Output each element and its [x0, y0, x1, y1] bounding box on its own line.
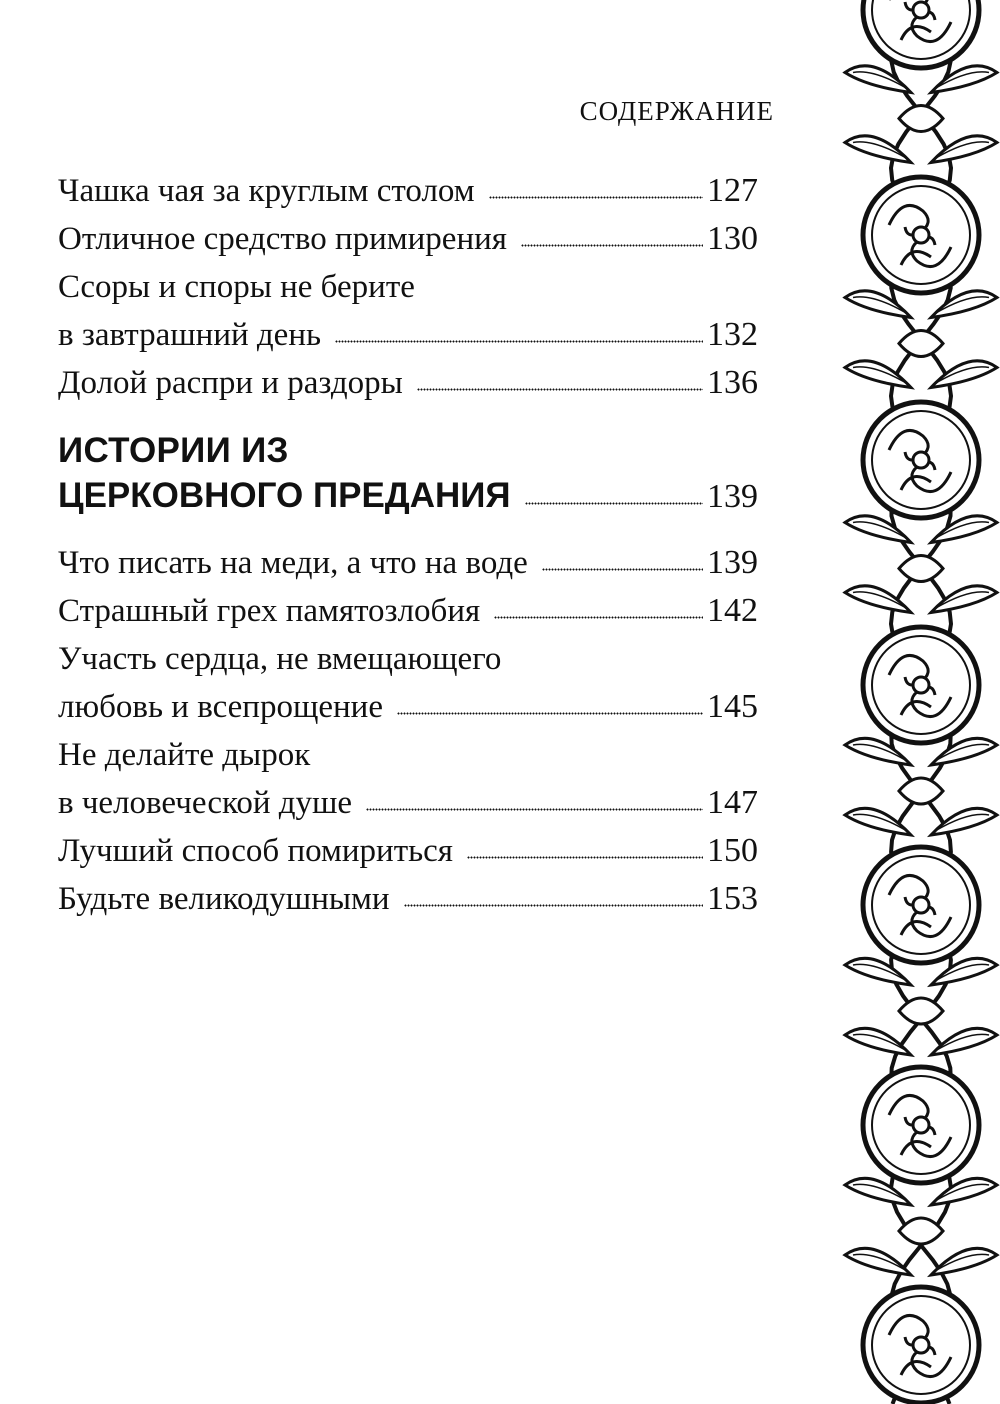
dot-leader — [521, 244, 703, 247]
vine-leaf — [845, 958, 911, 985]
toc-entry-title: Страшный грех памятозлобия — [58, 593, 481, 629]
toc-entry-title: Чашка чая за круглым столом — [58, 173, 475, 209]
vine-leaf — [931, 1248, 997, 1275]
dot-leader — [489, 196, 703, 199]
toc-entry-page: 153 — [707, 880, 758, 917]
vine-bud — [899, 331, 943, 357]
medallion-center — [913, 677, 929, 693]
vine-bud — [899, 106, 943, 132]
dot-leader — [366, 808, 703, 811]
vine-leaf — [845, 66, 911, 93]
toc-entry[interactable] — [58, 215, 758, 263]
vine-leaf — [931, 1178, 997, 1205]
vine-bud — [899, 556, 943, 582]
vine-leaf — [845, 1178, 911, 1205]
table-of-contents — [58, 167, 758, 923]
toc-entry-page: 142 — [707, 592, 758, 629]
section-title-line2: ЦЕРКОВНОГО ПРЕДАНИЯ — [58, 476, 511, 515]
running-header: СОДЕРЖАНИЕ — [579, 96, 774, 126]
dot-leader — [525, 502, 703, 505]
toc-entry[interactable] — [58, 875, 758, 923]
vine-leaf — [931, 291, 997, 318]
toc-entry-page: 130 — [707, 220, 758, 257]
vine-bud — [899, 1218, 943, 1244]
dot-leader — [397, 712, 703, 715]
toc-entry[interactable] — [58, 539, 758, 587]
toc-entry[interactable] — [58, 263, 758, 359]
vine-leaf — [845, 291, 911, 318]
toc-entry-title-line1: Ссоры и споры не берите — [58, 269, 415, 305]
dot-leader — [404, 904, 703, 907]
toc-entry[interactable] — [58, 731, 758, 827]
vine-leaf — [931, 516, 997, 543]
toc-entry-title-line2: в человеческой душе — [58, 785, 353, 821]
toc-entry-title-line2: любовь и всепрощение — [58, 689, 383, 725]
dot-leader — [494, 616, 703, 619]
toc-section-entry[interactable] — [58, 429, 758, 519]
dot-leader — [417, 388, 703, 391]
toc-entry-page: 150 — [707, 832, 758, 869]
medallion-center — [913, 1337, 929, 1353]
toc-entry[interactable] — [58, 167, 758, 215]
dot-leader — [335, 340, 703, 343]
toc-entry-page: 132 — [707, 316, 758, 353]
toc-entry-title-line1: Не делайте дырок — [58, 737, 311, 773]
vine-border-ornament — [833, 0, 1000, 1404]
medallion-center — [913, 897, 929, 913]
toc-entry-title-line1: Участь сердца, не вмещающего — [58, 641, 502, 677]
toc-entry-page: 127 — [707, 172, 758, 209]
dot-leader — [542, 568, 703, 571]
toc-entry-page: 139 — [707, 544, 758, 581]
toc-entry-title: Что писать на меди, а что на воде — [58, 545, 528, 581]
vine-leaf — [931, 958, 997, 985]
toc-entry[interactable] — [58, 827, 758, 875]
vine-leaf — [845, 1248, 911, 1275]
toc-entry-title: Долой распри и раздоры — [58, 365, 403, 401]
toc-entry-page: 136 — [707, 364, 758, 401]
medallion-center — [913, 1117, 929, 1133]
vine-leaf — [845, 516, 911, 543]
vine-leaf — [845, 738, 911, 765]
toc-entry[interactable] — [58, 359, 758, 407]
toc-entry[interactable] — [58, 635, 758, 731]
vine-leaf — [931, 66, 997, 93]
toc-entry-title: Лучший способ помириться — [58, 833, 453, 869]
toc-entry-title: Будьте великодушными — [58, 881, 390, 917]
toc-entry-page: 145 — [707, 688, 758, 725]
section-page: 139 — [707, 478, 758, 515]
section-title-line1: ИСТОРИИ ИЗ — [58, 431, 289, 470]
toc-entry-title-line2: в завтрашний день — [58, 317, 322, 353]
toc-entry-page: 147 — [707, 784, 758, 821]
dot-leader — [467, 856, 703, 859]
medallion-center — [913, 227, 929, 243]
medallion-center — [913, 2, 929, 18]
medallion-center — [913, 452, 929, 468]
vine-bud — [899, 778, 943, 804]
toc-entry-title: Отличное средство примирения — [58, 221, 507, 257]
toc-entry[interactable] — [58, 587, 758, 635]
vine-leaf — [931, 738, 997, 765]
